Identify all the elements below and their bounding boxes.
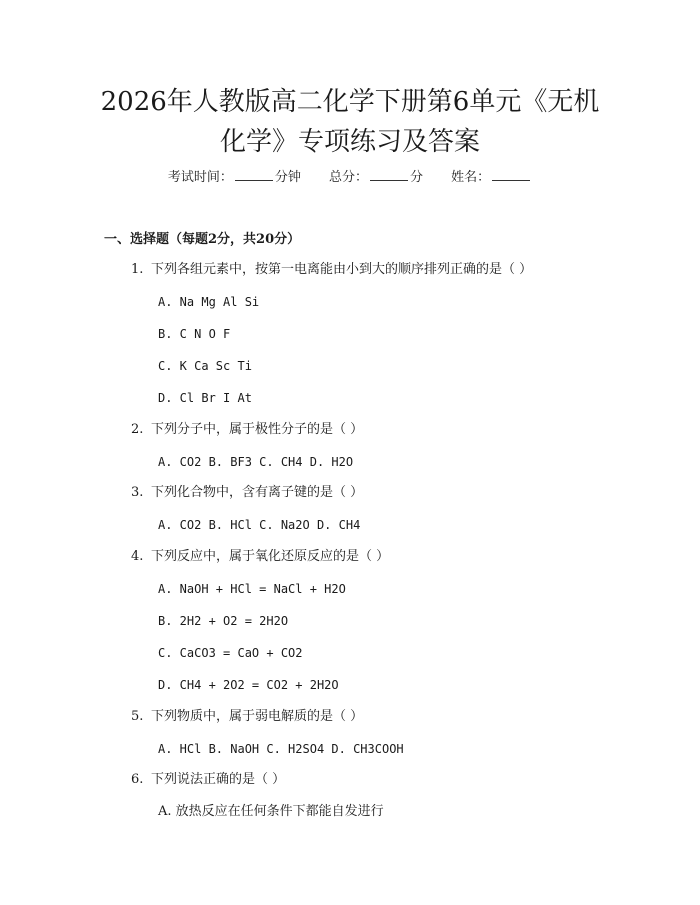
title-line-1: 2026年人教版高二化学下册第6单元《无机 xyxy=(100,87,600,117)
option: C. K Ca Sc Ti xyxy=(158,359,252,373)
question-4 xyxy=(131,547,389,567)
option: A. 放热反应在任何条件下都能自发进行 xyxy=(158,804,384,819)
question-text: 下列说法正确的是（ ） xyxy=(151,772,286,787)
option: D. Cl Br I At xyxy=(158,391,252,405)
question-text: 下列各组元素中，按第一电离能由小到大的顺序排列正确的是（ ） xyxy=(151,262,533,277)
question-text: 下列反应中，属于氧化还原反应的是（ ） xyxy=(151,549,390,564)
option: A. Na Mg Al Si xyxy=(158,295,260,309)
question-6 xyxy=(131,770,285,790)
question-number: 5. xyxy=(131,709,144,724)
time-field xyxy=(168,168,301,188)
option: B. 2H2 + O2 = 2H2O xyxy=(158,614,289,628)
question-number: 2. xyxy=(131,422,144,437)
question-number: 4. xyxy=(131,549,144,564)
option: A. CO2 B. BF3 C. CH4 D. H2O xyxy=(158,455,354,469)
option: A. HCl B. NaOH C. H2SO4 D. CH3COOH xyxy=(158,742,404,756)
section-title: 一、选择题（每题2分，共20分） xyxy=(104,232,301,247)
question-number: 6. xyxy=(131,772,144,787)
question-1 xyxy=(131,260,532,280)
score-field xyxy=(329,168,423,188)
time-blank xyxy=(235,168,273,181)
question-number: 1. xyxy=(131,262,144,277)
name-field xyxy=(451,168,532,188)
option: A. CO2 B. HCl C. Na2O D. CH4 xyxy=(158,518,361,532)
question-5 xyxy=(131,707,363,727)
question-text: 下列化合物中，含有离子键的是（ ） xyxy=(151,485,364,500)
option: C. CaCO3 = CaO + CO2 xyxy=(158,646,303,660)
question-number: 3. xyxy=(131,485,144,500)
exam-meta xyxy=(0,168,700,188)
time-label: 考试时间： xyxy=(167,170,233,185)
title-line-2: 化学》专项练习及答案 xyxy=(219,127,480,157)
question-text: 下列物质中，属于弱电解质的是（ ） xyxy=(151,709,364,724)
option: D. CH4 + 2O2 = CO2 + 2H2O xyxy=(158,678,339,692)
question-text: 下列分子中，属于极性分子的是（ ） xyxy=(151,422,364,437)
option: B. C N O F xyxy=(158,327,231,341)
name-blank xyxy=(492,168,530,181)
name-label: 姓名： xyxy=(451,170,491,185)
document-title xyxy=(60,82,640,162)
question-2 xyxy=(131,420,363,440)
score-label: 总分： xyxy=(328,170,368,185)
time-unit: 分钟 xyxy=(274,170,301,185)
option: A. NaOH + HCl = NaCl + H2O xyxy=(158,582,346,596)
score-unit: 分 xyxy=(410,170,424,185)
question-3 xyxy=(131,483,363,503)
score-blank xyxy=(370,168,408,181)
